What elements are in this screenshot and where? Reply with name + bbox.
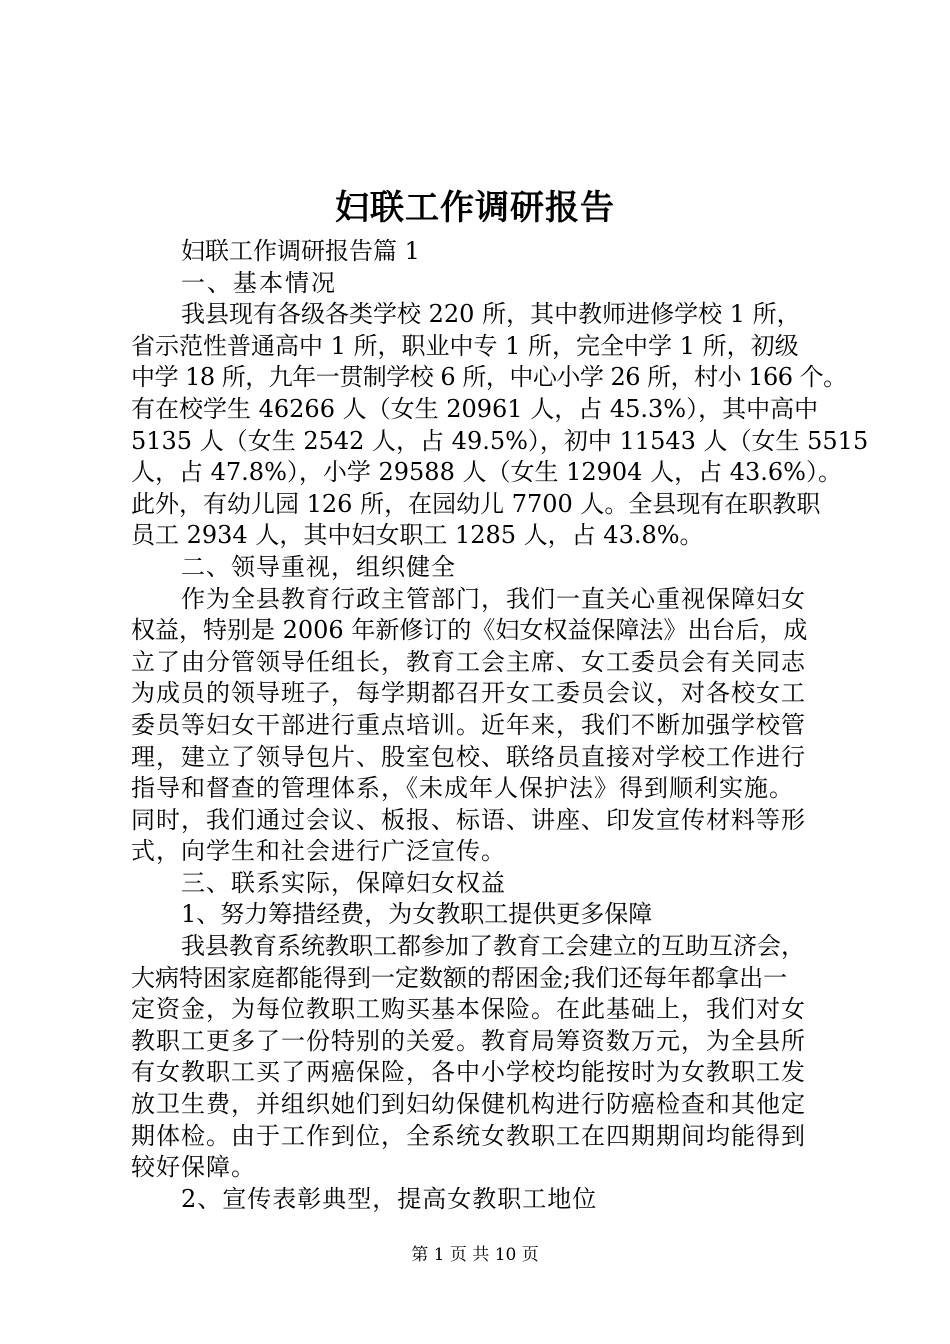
- body-line: 理，建立了领导包片、股室包校、联络员直接对学校工作进行: [131, 742, 806, 771]
- body-line: 权益，特别是 2006 年新修订的《妇女权益保障法》出台后，成: [131, 616, 808, 645]
- body-line: 式，向学生和社会进行广泛宣传。: [131, 837, 506, 866]
- body-line: 此外，有幼儿园 126 所，在园幼儿 7700 人。全县现有在职教职: [131, 489, 821, 518]
- document-title: 妇联工作调研报告: [335, 188, 615, 228]
- body-line: 有在校学生 46266 人（女生 20961 人，占 45.3%），其中高中: [131, 394, 819, 423]
- body-line: 定资金，为每位教职工购买基本保险。在此基础上，我们对女: [131, 995, 806, 1024]
- document-body: [131, 236, 869, 1215]
- body-line: 妇联工作调研报告篇 1: [181, 237, 420, 265]
- body-line: 省示范性普通高中 1 所，职业中专 1 所，完全中学 1 所，初级: [131, 331, 799, 360]
- body-line: 同时，我们通过会议、板报、标语、讲座、印发宣传材料等形: [131, 805, 806, 834]
- body-line: 大病特困家庭都能得到一定数额的帮困金;我们还每年都拿出一: [131, 963, 788, 992]
- body-line: 委员等妇女干部进行重点培训。近年来，我们不断加强学校管: [131, 710, 806, 739]
- body-line: 1、努力筹措经费，为女教职工提供更多保障: [181, 900, 653, 929]
- body-line: 中学 18 所，九年一贯制学校 6 所，中心小学 26 所，村小 166 个。: [131, 363, 847, 392]
- page-footer: 第 1 页 共 10 页: [411, 1245, 539, 1265]
- body-line: 5135 人（女生 2542 人，占 49.5%），初中 11543 人（女生 5515: [131, 426, 869, 455]
- body-line: 一、基本情况: [181, 268, 337, 297]
- body-line: 作为全县教育行政主管部门，我们一直关心重视保障妇女: [181, 584, 806, 613]
- body-line: 二、领导重视，组织健全: [181, 552, 456, 581]
- body-line: 有女教职工买了两癌保险，各中小学校均能按时为女教职工发: [131, 1058, 806, 1087]
- body-line: 人，占 47.8%），小学 29588 人（女生 12904 人，占 43.6%）。: [131, 458, 842, 487]
- body-line: 放卫生费，并组织她们到妇幼保健机构进行防癌检查和其他定: [131, 1090, 806, 1119]
- body-line: 三、联系实际，保障妇女权益: [181, 868, 506, 897]
- body-line: 指导和督查的管理体系，《未成年人保护法》得到顺利实施。: [131, 774, 794, 803]
- body-line: 我县教育系统教职工都参加了教育工会建立的互助互济会，: [181, 932, 805, 961]
- body-line: 2、宣传表彰典型，提高女教职工地位: [181, 1184, 598, 1213]
- body-line: 期体检。由于工作到位，全系统女教职工在四期期间均能得到: [131, 1121, 806, 1150]
- body-line: 员工 2934 人，其中妇女职工 1285 人，占 43.8%。: [131, 521, 704, 550]
- body-line: 立了由分管领导任组长，教育工会主席、女工委员会有关同志: [131, 647, 806, 676]
- body-line: 我县现有各级各类学校 220 所，其中教师进修学校 1 所，: [181, 300, 801, 329]
- body-line: 较好保障。: [131, 1153, 256, 1182]
- body-line: 教职工更多了一份特别的关爱。教育局筹资数万元，为全县所: [131, 1026, 806, 1055]
- body-line: 为成员的领导班子，每学期都召开女工委员会议，对各校女工: [131, 679, 806, 708]
